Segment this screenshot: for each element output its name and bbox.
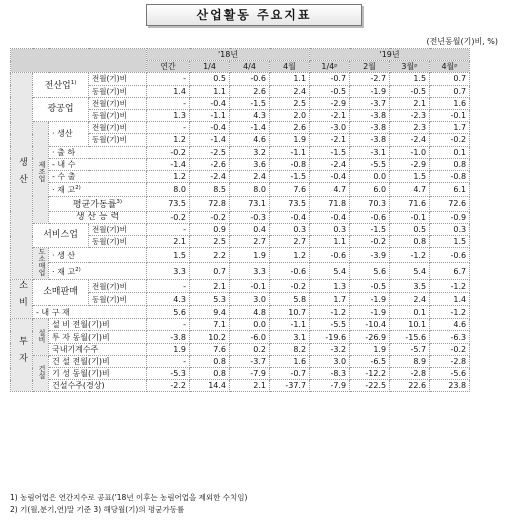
value-cell: 1.5 (147, 248, 190, 263)
value-cell: -0.6 (230, 73, 270, 85)
value-cell: -3.0 (310, 122, 350, 134)
value-cell: 4.7 (390, 183, 430, 197)
value-cell: 10.1 (390, 319, 430, 331)
value-cell: 0.0 (230, 319, 270, 331)
header-year-2019: '19년 (310, 49, 470, 61)
value-cell: -0.2 (147, 146, 190, 158)
value-cell: - (147, 223, 190, 235)
value-cell: -3.8 (350, 109, 390, 121)
footnotes (10, 492, 247, 516)
row-label: 생 산 능 력 (49, 211, 147, 223)
value-cell: -2.7 (350, 73, 390, 85)
value-cell: -2.4 (190, 170, 230, 182)
value-cell: -3.7 (350, 97, 390, 109)
value-cell: -1.9 (350, 85, 390, 97)
value-cell: 3.6 (230, 158, 270, 170)
value-cell: -0.6 (430, 248, 470, 263)
value-cell: - (147, 122, 190, 134)
value-cell: -2.8 (390, 368, 430, 380)
value-cell: 1.3 (310, 280, 350, 293)
value-cell: -2.1 (310, 109, 350, 121)
table-row (11, 263, 510, 280)
value-cell: -2.8 (430, 355, 470, 367)
value-cell: 3.2 (230, 146, 270, 158)
value-cell: 0.3 (310, 223, 350, 235)
value-cell: -5.3 (147, 368, 190, 380)
row-label: 건 설 전월(기)비 (49, 355, 147, 367)
value-cell: -6.5 (350, 355, 390, 367)
value-cell: 2.3 (390, 122, 430, 134)
value-cell: 1.1 (310, 236, 350, 248)
value-cell: 0.8 (190, 368, 230, 380)
value-cell: -5.5 (350, 158, 390, 170)
table-row (11, 73, 510, 85)
value-cell: 8.0 (230, 183, 270, 197)
row-kind: 전월(기)비 (89, 280, 147, 293)
value-cell: -1.4 (190, 134, 230, 146)
value-cell: 4.3 (230, 109, 270, 121)
value-cell: -1.2 (390, 248, 430, 263)
value-cell: 1.7 (310, 293, 350, 306)
value-cell: 0.3 (270, 223, 310, 235)
value-cell: 2.1 (230, 380, 270, 392)
value-cell: -0.6 (310, 248, 350, 263)
value-cell: 3.3 (147, 263, 190, 280)
value-cell: - (147, 280, 190, 293)
value-cell: 1.3 (147, 109, 190, 121)
value-cell: -0.2 (270, 280, 310, 293)
value-cell: 8.2 (270, 343, 310, 355)
table-row (11, 183, 510, 197)
row-label: · 재 고$^{2)}$ (49, 263, 147, 280)
value-cell: -0.4 (310, 170, 350, 182)
value-cell: 5.4 (310, 263, 350, 280)
value-cell: -3.9 (350, 248, 390, 263)
row-kind: 동월(기)비 (89, 293, 147, 306)
value-cell: 2.4 (270, 85, 310, 97)
value-cell: 73.5 (147, 196, 190, 211)
value-cell: - (147, 73, 190, 85)
value-cell: 70.3 (350, 196, 390, 211)
value-cell: -2.4 (310, 158, 350, 170)
value-cell: 5.3 (190, 293, 230, 306)
value-cell: 2.2 (190, 248, 230, 263)
value-cell: - (147, 319, 190, 331)
row-label: 국내기계수주 (49, 343, 147, 355)
header-blank (11, 49, 147, 73)
value-cell: -0.5 (350, 280, 390, 293)
row-label: 기 성 동월(기)비 (49, 368, 147, 380)
value-cell: -0.2 (430, 343, 470, 355)
value-cell: 2.6 (230, 85, 270, 97)
value-cell: 1.9 (230, 248, 270, 263)
value-cell: 2.5 (190, 236, 230, 248)
value-cell: 71.8 (310, 196, 350, 211)
row-label: 설 비 전월(기)비 (49, 319, 147, 331)
value-cell: -2.3 (390, 109, 430, 121)
value-cell: -5.5 (310, 319, 350, 331)
value-cell: 0.8 (190, 355, 230, 367)
value-cell: 3.0 (230, 293, 270, 306)
value-cell: 8.5 (190, 183, 230, 197)
value-cell: -2.1 (310, 134, 350, 146)
value-cell: -19.6 (310, 331, 350, 343)
value-cell: 2.6 (270, 122, 310, 134)
value-cell: 1.5 (430, 236, 470, 248)
value-cell: 0.7 (430, 73, 470, 85)
value-cell: 5.4 (390, 263, 430, 280)
value-cell: 2.0 (270, 109, 310, 121)
value-cell: -6.3 (430, 331, 470, 343)
value-cell: 0.1 (430, 146, 470, 158)
table-row (11, 331, 510, 343)
value-cell: 2.1 (190, 280, 230, 293)
row-label: 투 자 동월(기)비 (49, 331, 147, 343)
value-cell: -1.1 (190, 109, 230, 121)
value-cell: 4.6 (230, 134, 270, 146)
value-cell: 0.0 (350, 170, 390, 182)
value-cell: 1.6 (270, 355, 310, 367)
category-wholesale-retail: 도소매업 (33, 248, 49, 280)
value-cell: 5.8 (270, 293, 310, 306)
value-cell: 23.8 (430, 380, 470, 392)
value-cell: -2.9 (310, 97, 350, 109)
value-cell: -8.3 (310, 368, 350, 380)
value-cell: 0.5 (390, 223, 430, 235)
row-label: · 생 산 (49, 248, 147, 263)
value-cell: 2.1 (147, 236, 190, 248)
value-cell: -0.9 (430, 211, 470, 223)
footnote-2: 2) 기(월,분기,연)말 기준 3) 해당월(기)의 평균가동률 (10, 505, 185, 514)
value-cell: -3.7 (230, 355, 270, 367)
row-kind: 전월(기)비 (89, 223, 147, 235)
row-label: 건설수주(경상) (49, 380, 147, 392)
table-row (11, 368, 510, 380)
value-cell: 1.9 (350, 343, 390, 355)
col-header: 4월ᵖ (430, 61, 470, 73)
value-cell: -1.0 (390, 146, 430, 158)
value-cell: 4.3 (147, 293, 190, 306)
value-cell: -10.4 (350, 319, 390, 331)
value-cell: 72.6 (430, 196, 470, 211)
value-cell: -1.1 (270, 319, 310, 331)
value-cell: -1.5 (270, 170, 310, 182)
value-cell: 1.6 (430, 97, 470, 109)
value-cell: 14.4 (190, 380, 230, 392)
value-cell: 0.7 (190, 263, 230, 280)
value-cell: -0.4 (190, 122, 230, 134)
value-cell: 4.7 (310, 183, 350, 197)
value-cell: 0.5 (190, 73, 230, 85)
table-row (11, 196, 510, 211)
value-cell: -0.5 (390, 85, 430, 97)
value-cell: -0.4 (310, 211, 350, 223)
value-cell: 71.6 (390, 196, 430, 211)
value-cell: 8.9 (390, 355, 430, 367)
value-cell: -2.4 (390, 134, 430, 146)
footnote-1: 1) 농림어업은 연간지수로 공표('18년 이후는 농림어업을 제외한 수치임) (10, 493, 248, 502)
row-kind: 동월(기)비 (89, 236, 147, 248)
col-header: 4월 (270, 61, 310, 73)
value-cell: 7.6 (190, 343, 230, 355)
table-row (11, 248, 510, 263)
category-production: 생산 (11, 73, 33, 280)
value-cell: -0.2 (147, 211, 190, 223)
category-manufacturing: 제조업 (33, 122, 49, 224)
table-row (11, 211, 510, 223)
table-row (11, 343, 510, 355)
value-cell: -1.2 (310, 306, 350, 319)
row-kind: 동월(기)비 (89, 85, 147, 97)
value-cell: 1.1 (190, 85, 230, 97)
value-cell: -0.4 (270, 211, 310, 223)
value-cell: 7.1 (190, 319, 230, 331)
category-construction: 건설 (33, 355, 49, 392)
table-row (11, 170, 510, 182)
value-cell: 0.9 (190, 223, 230, 235)
value-cell: -1.5 (310, 146, 350, 158)
row-label: - 내 수 (49, 158, 147, 170)
value-cell: 73.1 (230, 196, 270, 211)
value-cell: 0.8 (390, 236, 430, 248)
header-year-2018: '18년 (147, 49, 310, 61)
value-cell: 6.7 (430, 263, 470, 280)
value-cell: -0.6 (350, 211, 390, 223)
value-cell: 72.8 (190, 196, 230, 211)
value-cell: 0.1 (390, 306, 430, 319)
row-label: · 재 고$^{2)}$ (49, 183, 147, 197)
value-cell: 7.6 (270, 183, 310, 197)
value-cell: 0.2 (230, 343, 270, 355)
table-row (11, 319, 510, 331)
row-label: 광공업 (33, 97, 89, 121)
value-cell: -1.2 (430, 306, 470, 319)
value-cell: -3.2 (310, 343, 350, 355)
col-header: 3월ᵖ (390, 61, 430, 73)
value-cell: - (147, 355, 190, 367)
value-cell: 3.0 (310, 355, 350, 367)
value-cell: 73.5 (270, 196, 310, 211)
value-cell: -3.8 (147, 331, 190, 343)
value-cell: 1.9 (270, 134, 310, 146)
value-cell: 2.5 (270, 97, 310, 109)
value-cell: 10.2 (190, 331, 230, 343)
value-cell: -0.2 (190, 211, 230, 223)
value-cell: -0.7 (270, 368, 310, 380)
value-cell: -0.1 (390, 211, 430, 223)
row-label: · 생산 (49, 122, 89, 146)
value-cell: 8.0 (147, 183, 190, 197)
value-cell: -1.5 (230, 97, 270, 109)
value-cell: -0.2 (430, 134, 470, 146)
header-row-years (11, 49, 510, 61)
value-cell: -1.2 (430, 280, 470, 293)
value-cell: 1.1 (270, 73, 310, 85)
col-header: 1/4 (190, 61, 230, 73)
value-cell: -0.7 (310, 73, 350, 85)
row-label: · 출 하 (49, 146, 147, 158)
col-header: 4/4 (230, 61, 270, 73)
value-cell: -0.5 (310, 85, 350, 97)
value-cell: -0.8 (270, 158, 310, 170)
table-row (11, 146, 510, 158)
row-kind: 전월(기)비 (89, 122, 147, 134)
value-cell: 0.8 (430, 158, 470, 170)
value-cell: 1.4 (430, 293, 470, 306)
row-kind: 동월(기)비 (89, 134, 147, 146)
value-cell: -1.9 (350, 293, 390, 306)
row-kind: 전월(기)비 (89, 97, 147, 109)
page-title: 산업활동 주요지표 (146, 4, 362, 26)
value-cell: 5.6 (147, 306, 190, 319)
col-header: 2월 (350, 61, 390, 73)
value-cell: -1.1 (270, 146, 310, 158)
value-cell: 1.2 (147, 170, 190, 182)
value-cell: -2.9 (390, 158, 430, 170)
row-label: - 수 출 (49, 170, 147, 182)
value-cell: -12.2 (350, 368, 390, 380)
table-row (11, 355, 510, 367)
row-kind: 전월(기)비 (89, 73, 147, 85)
value-cell: -2.2 (147, 380, 190, 392)
value-cell: -15.6 (390, 331, 430, 343)
value-cell: -0.1 (230, 280, 270, 293)
col-header: 연간 (147, 61, 190, 73)
table-row (11, 280, 510, 293)
value-cell: - (147, 97, 190, 109)
table-row (11, 380, 510, 392)
value-cell: -7.9 (310, 380, 350, 392)
value-cell: 4.8 (230, 306, 270, 319)
category-equipment: 설비 (33, 319, 49, 356)
value-cell: -1.4 (230, 122, 270, 134)
table-row (11, 306, 510, 319)
value-cell: -5.7 (390, 343, 430, 355)
value-cell: 2.4 (230, 170, 270, 182)
value-cell: -1.4 (147, 158, 190, 170)
unit-label: (전년동월(기)비, %) (426, 37, 498, 46)
col-header: 1/4ᵖ (310, 61, 350, 73)
value-cell: 0.7 (430, 85, 470, 97)
value-cell: 2.7 (230, 236, 270, 248)
value-cell: -3.8 (350, 122, 390, 134)
value-cell: 1.5 (390, 170, 430, 182)
table-row (11, 97, 510, 109)
row-label: 서비스업 (33, 223, 89, 247)
value-cell: -2.6 (190, 158, 230, 170)
value-cell: -37.7 (270, 380, 310, 392)
value-cell: 4.6 (430, 319, 470, 331)
category-investment: 투자 (11, 319, 33, 392)
value-cell: 22.6 (390, 380, 430, 392)
value-cell: 2.4 (390, 293, 430, 306)
value-cell: 1.2 (270, 248, 310, 263)
value-cell: -1.5 (350, 223, 390, 235)
value-cell: 6.1 (430, 183, 470, 197)
row-kind: 동월(기)비 (89, 109, 147, 121)
table-row (11, 223, 510, 235)
value-cell: 6.0 (350, 183, 390, 197)
table-row (11, 158, 510, 170)
value-cell: 1.7 (430, 122, 470, 134)
row-label: 평균가동률$^{3)}$ (49, 196, 147, 211)
category-consumption: 소비 (11, 280, 33, 319)
value-cell: -7.9 (230, 368, 270, 380)
value-cell: -22.5 (350, 380, 390, 392)
value-cell: -2.5 (190, 146, 230, 158)
value-cell: -0.6 (270, 263, 310, 280)
value-cell: -5.6 (430, 368, 470, 380)
value-cell: -3.8 (350, 134, 390, 146)
value-cell: -6.0 (230, 331, 270, 343)
value-cell: 3.5 (390, 280, 430, 293)
value-cell: -0.3 (230, 211, 270, 223)
table-row (11, 122, 510, 134)
value-cell: 0.4 (230, 223, 270, 235)
value-cell: 5.6 (350, 263, 390, 280)
value-cell: 3.1 (270, 331, 310, 343)
value-cell: 2.7 (270, 236, 310, 248)
value-cell: 10.7 (270, 306, 310, 319)
value-cell: -0.4 (190, 97, 230, 109)
indicator-table (10, 48, 510, 392)
value-cell: 3.3 (230, 263, 270, 280)
value-cell: 9.4 (190, 306, 230, 319)
value-cell: 1.9 (147, 343, 190, 355)
row-label: 소매판매 (33, 280, 89, 306)
value-cell: -3.1 (350, 146, 390, 158)
value-cell: 0.3 (430, 223, 470, 235)
value-cell: 1.5 (390, 73, 430, 85)
value-cell: -0.8 (430, 170, 470, 182)
row-label: - 내 구 재 (33, 306, 147, 319)
row-label: 전산업$^{1)}$ (33, 73, 89, 97)
value-cell: 2.1 (390, 97, 430, 109)
value-cell: -1.9 (350, 306, 390, 319)
value-cell: -0.2 (350, 236, 390, 248)
value-cell: -26.9 (350, 331, 390, 343)
value-cell: -0.1 (430, 109, 470, 121)
value-cell: 1.2 (147, 134, 190, 146)
value-cell: 1.4 (147, 85, 190, 97)
